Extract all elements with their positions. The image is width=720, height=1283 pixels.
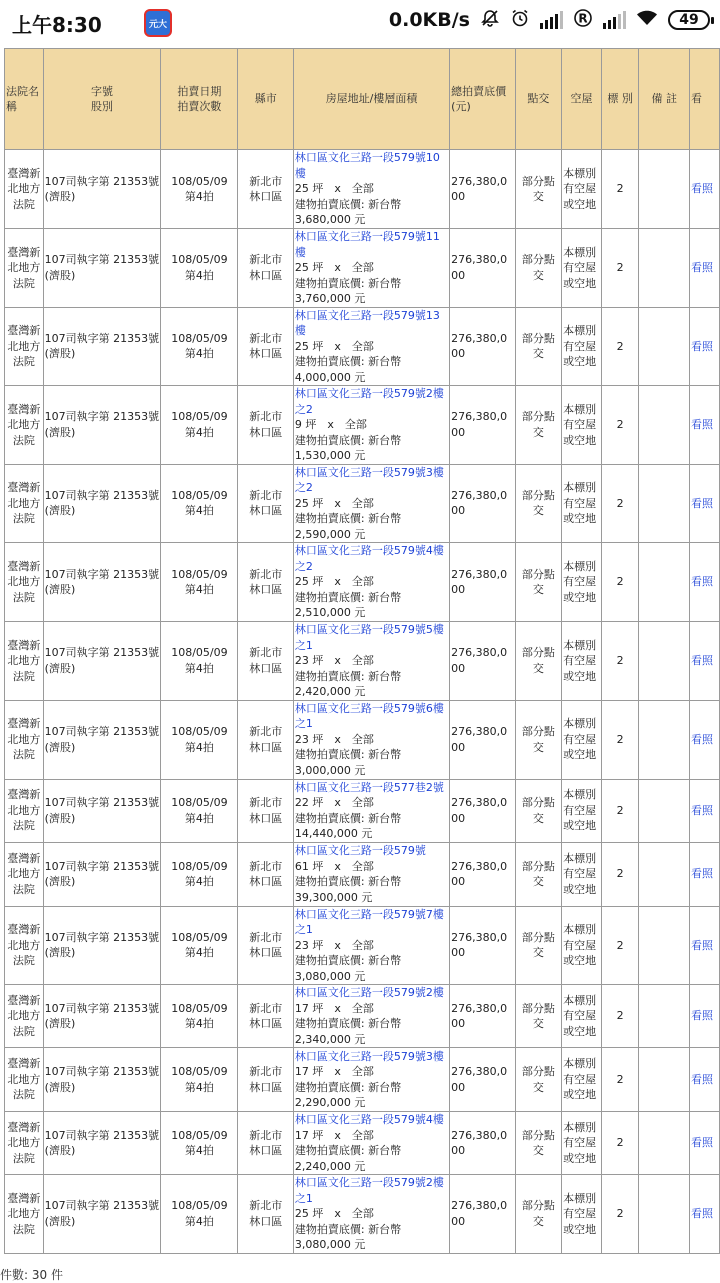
remark-cell (639, 150, 690, 229)
remark-cell (639, 700, 690, 779)
city-cell: 新北市 林口區 (238, 1112, 293, 1175)
area-text: 25 坪 x 全部 (294, 1207, 374, 1220)
price-label-text: 建物拍賣底價: 新台幣 (294, 1222, 402, 1236)
view-photo-link[interactable]: 看照 (689, 1175, 719, 1254)
case-no-cell: 107司執字第 21353號(濟股) (43, 622, 161, 701)
table-row[interactable] (5, 543, 720, 622)
clock: 上午8:30 (12, 13, 102, 37)
address-link[interactable]: 林口區文化三路一段579號4樓 (294, 1113, 444, 1126)
total-price-cell: 276,380,000 (450, 543, 515, 622)
delivery-cell: 部分點交 (515, 906, 562, 985)
date-cell: 108/05/09 第4拍 (161, 386, 238, 465)
address-link[interactable]: 林口區文化三路一段579號6樓之1 (294, 701, 444, 731)
label-cell: 2 (601, 150, 639, 229)
total-price-cell: 276,380,000 (450, 700, 515, 779)
header-date: 拍賣日期 拍賣次數 (161, 49, 238, 150)
label-cell: 2 (601, 1175, 639, 1254)
remark-cell (639, 985, 690, 1048)
case-no-cell: 107司執字第 21353號(濟股) (43, 700, 161, 779)
view-photo-link[interactable]: 看照 (689, 1112, 719, 1175)
view-photo-link[interactable]: 看照 (689, 906, 719, 985)
vacant-cell: 本標別有空屋或空地 (562, 1175, 602, 1254)
vacant-cell: 本標別有空屋或空地 (562, 700, 602, 779)
address-cell (293, 622, 449, 701)
date-cell: 108/05/09 第4拍 (161, 1175, 238, 1254)
vacant-cell: 本標別有空屋或空地 (562, 464, 602, 543)
price-value-text: 2,240,000 元 (294, 1159, 366, 1173)
table-header-row (5, 49, 720, 150)
court-cell: 臺灣新北地方法院 (5, 906, 44, 985)
area-text: 25 坪 x 全部 (294, 575, 374, 589)
auction-table-container[interactable] (0, 46, 720, 1260)
delivery-cell: 部分點交 (515, 842, 562, 906)
label-cell: 2 (601, 1048, 639, 1112)
date-cell: 108/05/09 第4拍 (161, 985, 238, 1048)
total-price-cell: 276,380,000 (450, 1175, 515, 1254)
price-value-text: 39,300,000 元 (294, 890, 373, 904)
price-label-text: 建物拍賣底價: 新台幣 (294, 811, 402, 825)
city-cell: 新北市 林口區 (238, 985, 293, 1048)
vacant-cell: 本標別有空屋或空地 (562, 842, 602, 906)
court-cell: 臺灣新北地方法院 (5, 1112, 44, 1175)
court-cell: 臺灣新北地方法院 (5, 622, 44, 701)
remark-cell (639, 307, 690, 386)
address-cell (293, 779, 449, 842)
delivery-cell: 部分點交 (515, 779, 562, 842)
status-bar (0, 0, 720, 46)
label-cell: 2 (601, 985, 639, 1048)
table-row[interactable] (5, 1048, 720, 1112)
mute-icon (480, 8, 500, 31)
court-cell: 臺灣新北地方法院 (5, 307, 44, 386)
address-cell (293, 150, 449, 229)
remark-cell (639, 622, 690, 701)
delivery-cell: 部分點交 (515, 1048, 562, 1112)
table-row[interactable] (5, 842, 720, 906)
price-label-text: 建物拍賣底價: 新台幣 (294, 875, 402, 888)
address-link[interactable]: 林口區文化三路一段579號11樓 (294, 230, 440, 259)
registered-icon (573, 8, 593, 31)
address-link[interactable]: 林口區文化三路一段579號3樓 (294, 1049, 444, 1063)
battery-level: 49 (679, 11, 699, 28)
table-row[interactable] (5, 1112, 720, 1175)
address-cell (293, 700, 449, 779)
table-body (5, 150, 720, 1254)
area-text: 25 坪 x 全部 (294, 182, 374, 196)
city-cell: 新北市 林口區 (238, 464, 293, 543)
price-value-text: 2,590,000 元 (294, 527, 366, 541)
date-cell: 108/05/09 第4拍 (161, 464, 238, 543)
remark-cell (639, 543, 690, 622)
court-cell: 臺灣新北地方法院 (5, 700, 44, 779)
city-cell: 新北市 林口區 (238, 150, 293, 229)
table-row[interactable] (5, 150, 720, 229)
delivery-cell: 部分點交 (515, 464, 562, 543)
case-no-cell: 107司執字第 21353號(濟股) (43, 150, 161, 229)
label-cell: 2 (601, 842, 639, 906)
view-photo-link[interactable]: 看照 (689, 150, 719, 229)
date-cell: 108/05/09 第4拍 (161, 622, 238, 701)
remark-cell (639, 906, 690, 985)
address-cell (293, 386, 449, 465)
total-price-cell: 276,380,000 (450, 779, 515, 842)
address-link[interactable]: 林口區文化三路一段579號2樓之2 (294, 387, 444, 416)
price-label-text: 建物拍賣底價: 新台幣 (294, 276, 402, 290)
table-row[interactable] (5, 622, 720, 701)
date-cell: 108/05/09 第4拍 (161, 1048, 238, 1112)
price-label-text: 建物拍賣底價: 新台幣 (294, 433, 402, 447)
view-photo-link[interactable]: 看照 (689, 779, 719, 842)
label-cell: 2 (601, 1112, 639, 1175)
delivery-cell: 部分點交 (515, 150, 562, 229)
remark-cell (639, 464, 690, 543)
view-photo-link[interactable]: 看照 (689, 985, 719, 1048)
area-text: 17 坪 x 全部 (294, 1001, 374, 1015)
total-price-cell: 276,380,000 (450, 906, 515, 985)
city-cell: 新北市 林口區 (238, 229, 293, 308)
result-count: 件數: 30 件 (0, 1268, 63, 1282)
city-cell: 新北市 林口區 (238, 906, 293, 985)
network-speed: 0.0KB/s (388, 8, 470, 31)
address-link[interactable]: 林口區文化三路一段579號13樓 (294, 308, 440, 337)
vacant-cell: 本標別有空屋或空地 (562, 307, 602, 386)
app-icon: 元大 (144, 9, 172, 37)
address-link[interactable]: 林口區文化三路一段579號3樓之2 (294, 465, 444, 494)
address-link[interactable]: 林口區文化三路一段579號2樓 (294, 986, 444, 999)
price-value-text: 2,510,000 元 (294, 606, 366, 620)
label-cell: 2 (601, 543, 639, 622)
label-cell: 2 (601, 229, 639, 308)
table-row[interactable] (5, 700, 720, 779)
vacant-cell: 本標別有空屋或空地 (562, 906, 602, 985)
vacant-cell: 本標別有空屋或空地 (562, 985, 602, 1048)
vacant-cell: 本標別有空屋或空地 (562, 543, 602, 622)
case-no-cell: 107司執字第 21353號(濟股) (43, 543, 161, 622)
header-delivery: 點交 (515, 49, 562, 150)
label-cell: 2 (601, 386, 639, 465)
remark-cell (639, 229, 690, 308)
view-photo-link[interactable]: 看照 (689, 464, 719, 543)
total-price-cell: 276,380,000 (450, 229, 515, 308)
table-row[interactable] (5, 229, 720, 308)
date-cell: 108/05/09 第4拍 (161, 150, 238, 229)
area-text: 22 坪 x 全部 (294, 796, 374, 809)
price-label-text: 建物拍賣底價: 新台幣 (294, 512, 402, 525)
address-link[interactable]: 林口區文化三路一段579號7樓之1 (294, 907, 444, 936)
area-text: 25 坪 x 全部 (294, 496, 374, 510)
remark-cell (639, 386, 690, 465)
area-text: 61 坪 x 全部 (294, 859, 374, 873)
address-cell (293, 985, 449, 1048)
header-view: 看 (689, 49, 719, 150)
header-remark: 備 註 (639, 49, 690, 150)
court-cell: 臺灣新北地方法院 (5, 1048, 44, 1112)
header-price: 總拍賣底價 (元) (450, 49, 515, 150)
case-no-cell: 107司執字第 21353號(濟股) (43, 307, 161, 386)
price-label-text: 建物拍賣底價: 新台幣 (294, 1080, 402, 1094)
price-label-text: 建物拍賣底價: 新台幣 (294, 1144, 402, 1157)
total-price-cell: 276,380,000 (450, 150, 515, 229)
table-row[interactable] (5, 779, 720, 842)
date-cell: 108/05/09 第4拍 (161, 700, 238, 779)
total-price-cell: 276,380,000 (450, 464, 515, 543)
label-cell: 2 (601, 307, 639, 386)
price-value-text: 2,290,000 元 (294, 1096, 366, 1109)
city-cell: 新北市 林口區 (238, 700, 293, 779)
area-text: 23 坪 x 全部 (294, 938, 374, 952)
case-no-cell: 107司執字第 21353號(濟股) (43, 1112, 161, 1175)
price-value-text: 3,080,000 元 (294, 969, 366, 983)
alarm-icon (510, 8, 530, 31)
area-text: 9 坪 x 全部 (294, 418, 367, 431)
court-cell: 臺灣新北地方法院 (5, 386, 44, 465)
total-price-cell: 276,380,000 (450, 985, 515, 1048)
remark-cell (639, 1175, 690, 1254)
price-value-text: 3,000,000 元 (294, 763, 366, 777)
address-cell (293, 307, 449, 386)
header-vacant: 空屋 (562, 49, 602, 150)
table-row[interactable] (5, 1175, 720, 1254)
date-cell: 108/05/09 第4拍 (161, 543, 238, 622)
battery-icon (668, 10, 710, 30)
city-cell: 新北市 林口區 (238, 1048, 293, 1112)
label-cell: 2 (601, 464, 639, 543)
price-value-text: 3,680,000 元 (294, 213, 366, 227)
total-price-cell: 276,380,000 (450, 307, 515, 386)
svg-text:R: R (578, 11, 588, 26)
date-cell: 108/05/09 第4拍 (161, 229, 238, 308)
court-cell: 臺灣新北地方法院 (5, 1175, 44, 1254)
price-label-text: 建物拍賣底價: 新台幣 (294, 197, 402, 211)
price-value-text: 4,000,000 元 (294, 370, 366, 384)
total-price-cell: 276,380,000 (450, 1048, 515, 1112)
remark-cell (639, 1048, 690, 1112)
remark-cell (639, 842, 690, 906)
court-cell: 臺灣新北地方法院 (5, 229, 44, 308)
vacant-cell: 本標別有空屋或空地 (562, 150, 602, 229)
delivery-cell: 部分點交 (515, 1175, 562, 1254)
view-photo-link[interactable]: 看照 (689, 229, 719, 308)
price-label-text: 建物拍賣底價: 新台幣 (294, 1017, 402, 1030)
vacant-cell: 本標別有空屋或空地 (562, 622, 602, 701)
total-price-cell: 276,380,000 (450, 622, 515, 701)
delivery-cell: 部分點交 (515, 622, 562, 701)
address-cell (293, 1048, 449, 1112)
total-price-cell: 276,380,000 (450, 842, 515, 906)
case-no-cell: 107司執字第 21353號(濟股) (43, 1175, 161, 1254)
price-label-text: 建物拍賣底價: 新台幣 (294, 669, 402, 683)
area-text: 25 坪 x 全部 (294, 261, 374, 274)
case-no-cell: 107司執字第 21353號(濟股) (43, 229, 161, 308)
table-row[interactable] (5, 464, 720, 543)
city-cell: 新北市 林口區 (238, 622, 293, 701)
case-no-cell: 107司執字第 21353號(濟股) (43, 842, 161, 906)
case-no-cell: 107司執字第 21353號(濟股) (43, 906, 161, 985)
city-cell: 新北市 林口區 (238, 386, 293, 465)
date-cell: 108/05/09 第4拍 (161, 1112, 238, 1175)
vacant-cell: 本標別有空屋或空地 (562, 779, 602, 842)
view-photo-link[interactable]: 看照 (689, 386, 719, 465)
price-value-text: 2,340,000 元 (294, 1032, 366, 1046)
status-icons (389, 8, 710, 31)
auction-table (4, 48, 720, 1254)
view-photo-link[interactable]: 看照 (689, 543, 719, 622)
table-row[interactable] (5, 307, 720, 386)
address-link[interactable]: 林口區文化三路一段579號 (294, 844, 426, 857)
view-photo-link[interactable]: 看照 (689, 307, 719, 386)
vacant-cell: 本標別有空屋或空地 (562, 386, 602, 465)
area-text: 23 坪 x 全部 (294, 654, 374, 667)
date-cell: 108/05/09 第4拍 (161, 779, 238, 842)
area-text: 23 坪 x 全部 (294, 732, 374, 746)
price-label-text: 建物拍賣底價: 新台幣 (294, 355, 402, 368)
date-cell: 108/05/09 第4拍 (161, 307, 238, 386)
address-cell (293, 1175, 449, 1254)
table-row[interactable] (5, 386, 720, 465)
header-label: 標 別 (601, 49, 639, 150)
address-link[interactable]: 林口區文化三路一段577巷2號 (294, 780, 444, 794)
price-label-text: 建物拍賣底價: 新台幣 (294, 590, 402, 604)
address-cell (293, 842, 449, 906)
case-no-cell: 107司執字第 21353號(濟股) (43, 1048, 161, 1112)
price-value-text: 3,080,000 元 (294, 1238, 366, 1251)
view-photo-link[interactable]: 看照 (689, 622, 719, 701)
view-photo-link[interactable]: 看照 (689, 1048, 719, 1112)
date-cell: 108/05/09 第4拍 (161, 906, 238, 985)
vacant-cell: 本標別有空屋或空地 (562, 229, 602, 308)
case-no-cell: 107司執字第 21353號(濟股) (43, 985, 161, 1048)
area-text: 17 坪 x 全部 (294, 1065, 374, 1078)
case-no-cell: 107司執字第 21353號(濟股) (43, 464, 161, 543)
header-case-no: 字號 股別 (43, 49, 161, 150)
vacant-cell: 本標別有空屋或空地 (562, 1048, 602, 1112)
address-cell (293, 1112, 449, 1175)
total-price-cell: 276,380,000 (450, 386, 515, 465)
label-cell: 2 (601, 622, 639, 701)
delivery-cell: 部分點交 (515, 543, 562, 622)
delivery-cell: 部分點交 (515, 229, 562, 308)
address-link[interactable]: 林口區文化三路一段579號2樓之1 (294, 1176, 444, 1205)
court-cell: 臺灣新北地方法院 (5, 543, 44, 622)
price-value-text: 1,530,000 元 (294, 449, 366, 462)
date-cell: 108/05/09 第4拍 (161, 842, 238, 906)
price-value-text: 3,760,000 元 (294, 292, 366, 305)
court-cell: 臺灣新北地方法院 (5, 150, 44, 229)
delivery-cell: 部分點交 (515, 985, 562, 1048)
delivery-cell: 部分點交 (515, 386, 562, 465)
address-link[interactable]: 林口區文化三路一段579號5樓之1 (294, 623, 444, 652)
case-no-cell: 107司執字第 21353號(濟股) (43, 386, 161, 465)
court-cell: 臺灣新北地方法院 (5, 842, 44, 906)
header-address: 房屋地址/樓層面積 (293, 49, 449, 150)
view-photo-link[interactable]: 看照 (689, 700, 719, 779)
court-cell: 臺灣新北地方法院 (5, 779, 44, 842)
area-text: 17 坪 x 全部 (294, 1128, 374, 1142)
city-cell: 新北市 林口區 (238, 307, 293, 386)
header-court: 法院名稱 (5, 49, 44, 150)
view-photo-link[interactable]: 看照 (689, 842, 719, 906)
label-cell: 2 (601, 779, 639, 842)
table-row[interactable] (5, 906, 720, 985)
address-cell (293, 543, 449, 622)
price-label-text: 建物拍賣底價: 新台幣 (294, 748, 402, 762)
table-row[interactable] (5, 985, 720, 1048)
wifi-icon (636, 9, 658, 30)
delivery-cell: 部分點交 (515, 700, 562, 779)
case-no-cell: 107司執字第 21353號(濟股) (43, 779, 161, 842)
city-cell: 新北市 林口區 (238, 1175, 293, 1254)
remark-cell (639, 779, 690, 842)
city-cell: 新北市 林口區 (238, 779, 293, 842)
signal-icon-2 (603, 11, 626, 29)
address-link[interactable]: 林口區文化三路一段579號10樓 (294, 151, 440, 180)
delivery-cell: 部分點交 (515, 1112, 562, 1175)
price-value-text: 14,440,000 元 (294, 827, 373, 840)
address-cell (293, 464, 449, 543)
city-cell: 新北市 林口區 (238, 543, 293, 622)
area-text: 25 坪 x 全部 (294, 339, 374, 353)
address-link[interactable]: 林口區文化三路一段579號4樓之2 (294, 544, 444, 573)
city-cell: 新北市 林口區 (238, 842, 293, 906)
total-price-cell: 276,380,000 (450, 1112, 515, 1175)
address-cell (293, 906, 449, 985)
signal-icon (540, 11, 563, 29)
court-cell: 臺灣新北地方法院 (5, 464, 44, 543)
court-cell: 臺灣新北地方法院 (5, 985, 44, 1048)
address-cell (293, 229, 449, 308)
label-cell: 2 (601, 700, 639, 779)
header-city: 縣市 (238, 49, 293, 150)
delivery-cell: 部分點交 (515, 307, 562, 386)
vacant-cell: 本標別有空屋或空地 (562, 1112, 602, 1175)
remark-cell (639, 1112, 690, 1175)
price-value-text: 2,420,000 元 (294, 685, 366, 698)
price-label-text: 建物拍賣底價: 新台幣 (294, 954, 402, 967)
label-cell: 2 (601, 906, 639, 985)
